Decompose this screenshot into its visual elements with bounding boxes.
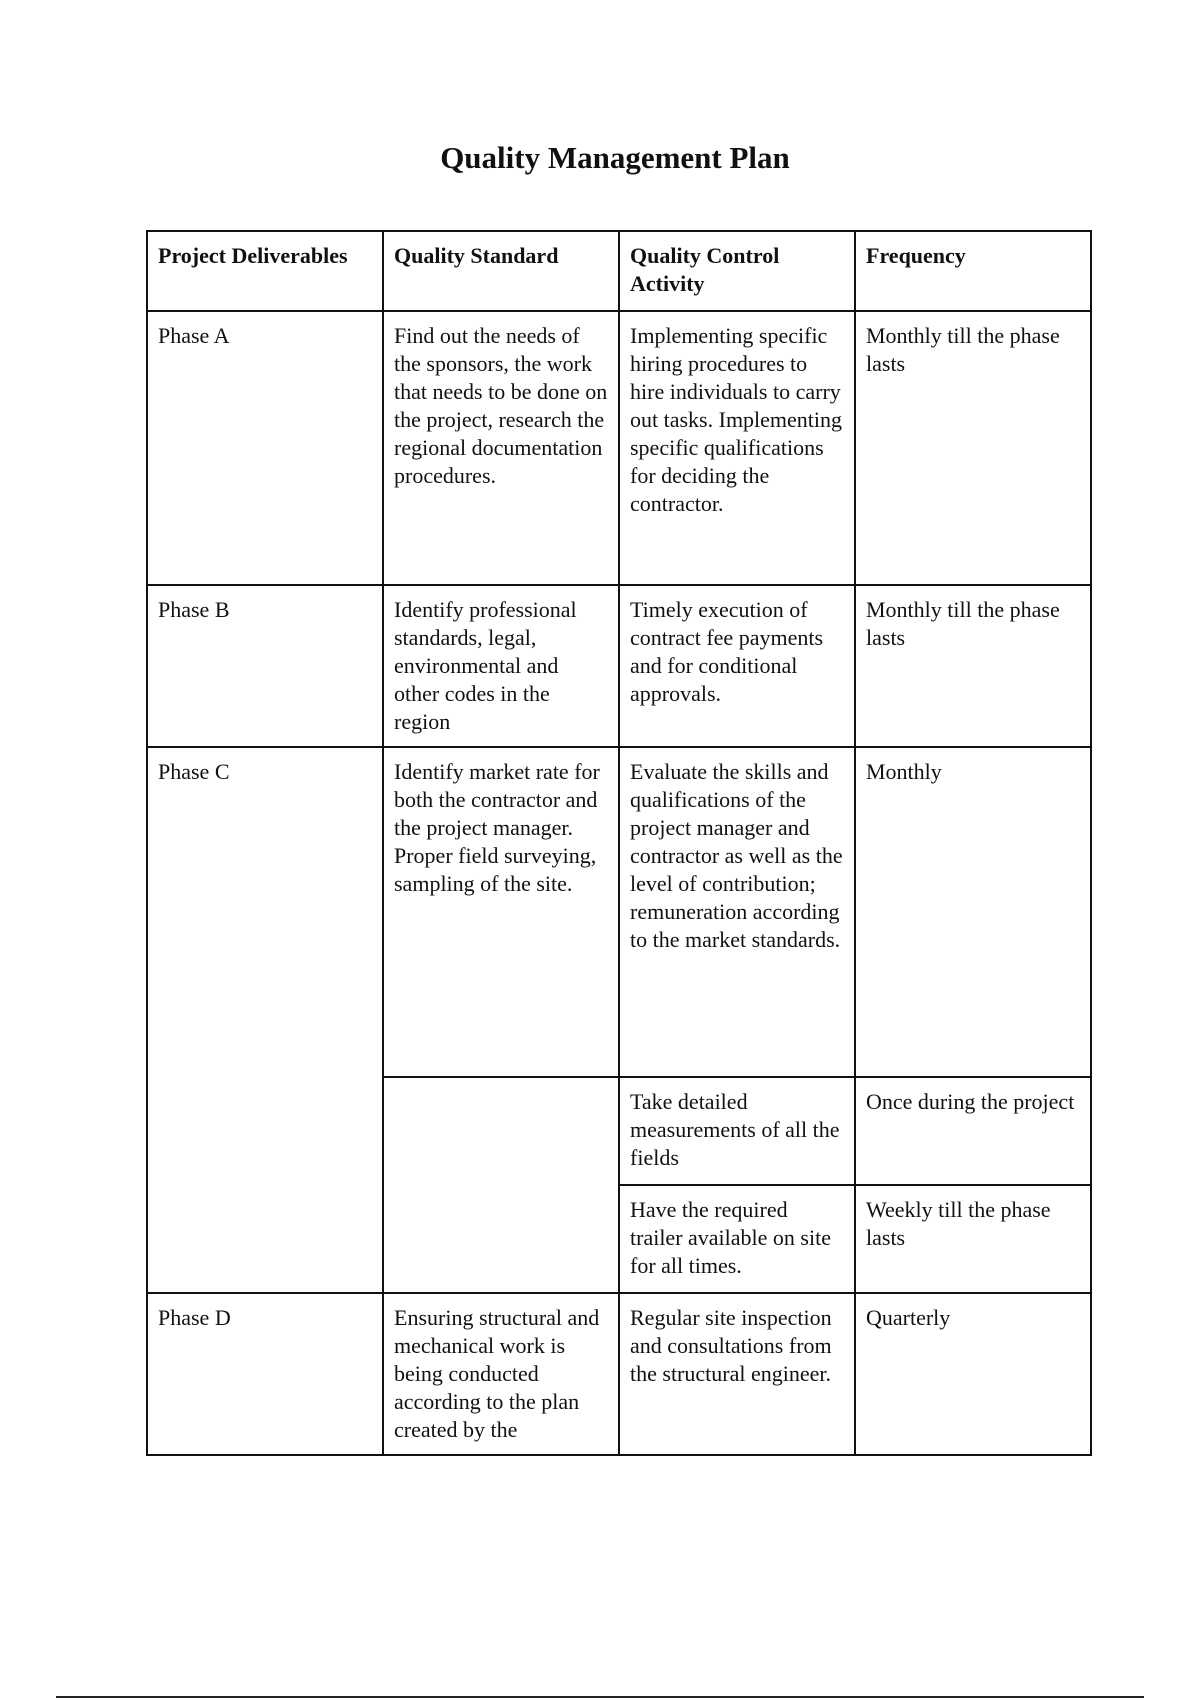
cell-deliverable: Phase B bbox=[147, 585, 383, 747]
cell-standard-empty bbox=[383, 1077, 619, 1293]
cell-activity: Timely execution of contract fee payments and for conditional approvals. bbox=[619, 585, 855, 747]
header-quality-standard: Quality Standard bbox=[383, 231, 619, 311]
cell-activity: Regular site inspection and consultations from the structural engineer. bbox=[619, 1293, 855, 1455]
table-row bbox=[147, 747, 1091, 1077]
cell-activity: Take detailed measurements of all the fields bbox=[619, 1077, 855, 1185]
cell-standard: Ensuring structural and mechanical work is being conducted according to the plan created by the bbox=[383, 1293, 619, 1455]
cell-frequency: Once during the project bbox=[855, 1077, 1091, 1185]
cell-frequency: Monthly till the phase lasts bbox=[855, 585, 1091, 747]
cell-frequency: Monthly till the phase lasts bbox=[855, 311, 1091, 585]
quality-plan-table bbox=[146, 230, 1092, 1456]
cell-deliverable: Phase A bbox=[147, 311, 383, 585]
cell-frequency: Monthly bbox=[855, 747, 1091, 1077]
table-row bbox=[147, 585, 1091, 747]
cell-deliverable: Phase D bbox=[147, 1293, 383, 1455]
page-title: Quality Management Plan bbox=[440, 140, 790, 175]
cell-frequency: Quarterly bbox=[855, 1293, 1091, 1455]
header-frequency: Frequency bbox=[855, 231, 1091, 311]
cell-activity: Have the required trailer available on site for all times. bbox=[619, 1185, 855, 1293]
cell-standard: Identify market rate for both the contractor and the project manager. Proper field surveying, sampling of the site. bbox=[383, 747, 619, 1077]
table-header-row bbox=[147, 231, 1091, 311]
cell-activity: Evaluate the skills and qualifications of the project manager and contractor as well as the level of contribution; remuneration according to the market standards. bbox=[619, 747, 855, 1077]
cell-frequency: Weekly till the phase lasts bbox=[855, 1185, 1091, 1293]
table-row bbox=[147, 311, 1091, 585]
table-row bbox=[147, 1293, 1091, 1455]
header-quality-control-activity: Quality Control Activity bbox=[619, 231, 855, 311]
cell-deliverable: Phase C bbox=[147, 747, 383, 1293]
cell-standard: Identify professional standards, legal, environmental and other codes in the region bbox=[383, 585, 619, 747]
cell-activity: Implementing specific hiring procedures to hire individuals to carry out tasks. Implementing specific qualifications for deciding the contractor. bbox=[619, 311, 855, 585]
footer-divider bbox=[56, 1696, 1144, 1698]
header-project-deliverables: Project Deliverables bbox=[147, 231, 383, 311]
cell-standard: Find out the needs of the sponsors, the work that needs to be done on the project, research the regional documentation procedures. bbox=[383, 311, 619, 585]
